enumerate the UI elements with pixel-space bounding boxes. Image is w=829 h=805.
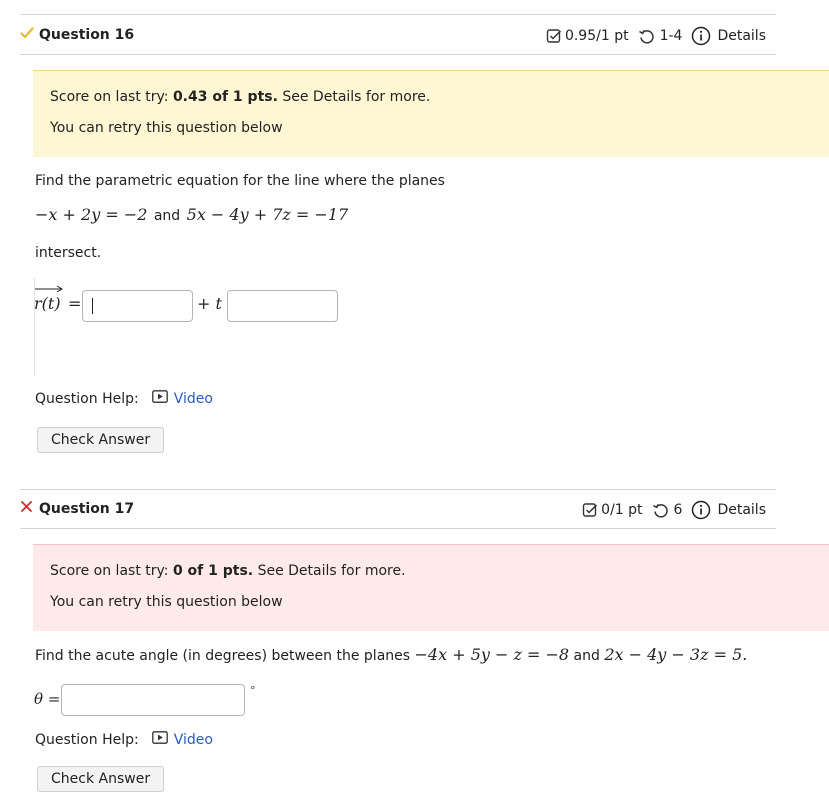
check-answer-button[interactable]: Check Answer [37, 766, 164, 792]
question-help [35, 390, 213, 407]
info-icon [691, 500, 711, 520]
notice-score: 0.43 of 1 pts. [172, 89, 278, 105]
question-17-header [20, 489, 776, 529]
theta-label [34, 690, 60, 708]
attempts-text: 1-4 [659, 28, 683, 44]
theta-text: θ = [34, 690, 61, 708]
plus-t-label: + t [197, 294, 222, 313]
plane-1-equation: −x + 2y = −2 [35, 205, 148, 224]
check-answer-button[interactable]: Check Answer [37, 427, 164, 453]
planes-equation [35, 205, 348, 224]
retry-note: You can retry this question below [50, 120, 283, 136]
score-info [582, 502, 642, 518]
question-meta [582, 500, 766, 520]
question-title: Question 17 [39, 501, 135, 517]
question-meta [546, 26, 766, 46]
retry-icon [652, 502, 669, 519]
details-label: Details [717, 502, 766, 518]
and-word: and [153, 208, 181, 224]
checkbox-score-icon [582, 502, 598, 518]
last-try-score [50, 89, 430, 105]
attempts-text: 6 [673, 502, 683, 518]
question-title: Question 16 [39, 27, 135, 43]
details-link[interactable] [691, 26, 766, 46]
video-link[interactable] [152, 390, 213, 407]
direction-answer-input[interactable] [227, 290, 338, 322]
plane-2-equation: 5x − 4y + 7z = −17 [186, 205, 349, 224]
score-notice [33, 544, 829, 631]
score-text: 0/1 pt [601, 502, 643, 518]
degree-symbol: ° [250, 684, 256, 697]
question-help [35, 731, 213, 748]
question-prompt [35, 645, 747, 664]
plane-2-equation: 2x − 4y − 3z = 5. [604, 645, 748, 664]
last-try-score [50, 563, 406, 579]
check-mark-icon [20, 26, 34, 44]
retry-note: You can retry this question below [50, 594, 283, 610]
prompt-text: Find the acute angle (in degrees) between the planes [35, 648, 411, 664]
video-play-icon [152, 731, 174, 748]
video-label: Video [173, 731, 213, 748]
notice-score: 0 of 1 pts. [172, 563, 254, 579]
checkbox-score-icon [546, 28, 562, 44]
notice-prefix: Score on last try: [50, 563, 173, 579]
r-of-t-label: r(t) [34, 294, 61, 313]
details-link[interactable] [691, 500, 766, 520]
video-link[interactable] [152, 731, 213, 748]
details-label: Details [717, 28, 766, 44]
and-word: and [573, 648, 600, 664]
top-divider [20, 14, 776, 15]
video-play-icon [152, 390, 174, 407]
retry-icon [638, 28, 655, 45]
plane-1-equation: −4x + 5y − z = −8 [414, 645, 570, 664]
angle-answer-input[interactable] [61, 684, 245, 716]
question-prompt: Find the parametric equation for the line where the planes [35, 173, 445, 189]
equals-sign: = [68, 294, 82, 313]
attempts-info [638, 28, 683, 45]
score-notice [33, 70, 829, 157]
point-answer-input[interactable] [82, 290, 193, 322]
notice-suffix: See Details for more. [253, 563, 406, 579]
info-icon [691, 26, 711, 46]
notice-prefix: Score on last try: [50, 89, 173, 105]
question-16-header [20, 16, 776, 55]
video-label: Video [173, 390, 213, 407]
score-info [546, 28, 629, 44]
attempts-info [652, 502, 683, 519]
score-text: 0.95/1 pt [564, 28, 629, 44]
intersect-text: intersect. [35, 245, 102, 261]
notice-suffix: See Details for more. [277, 89, 431, 105]
text-caret [92, 298, 93, 314]
help-label: Question Help: [35, 731, 139, 748]
help-label: Question Help: [35, 390, 139, 407]
x-mark-icon [20, 499, 33, 517]
